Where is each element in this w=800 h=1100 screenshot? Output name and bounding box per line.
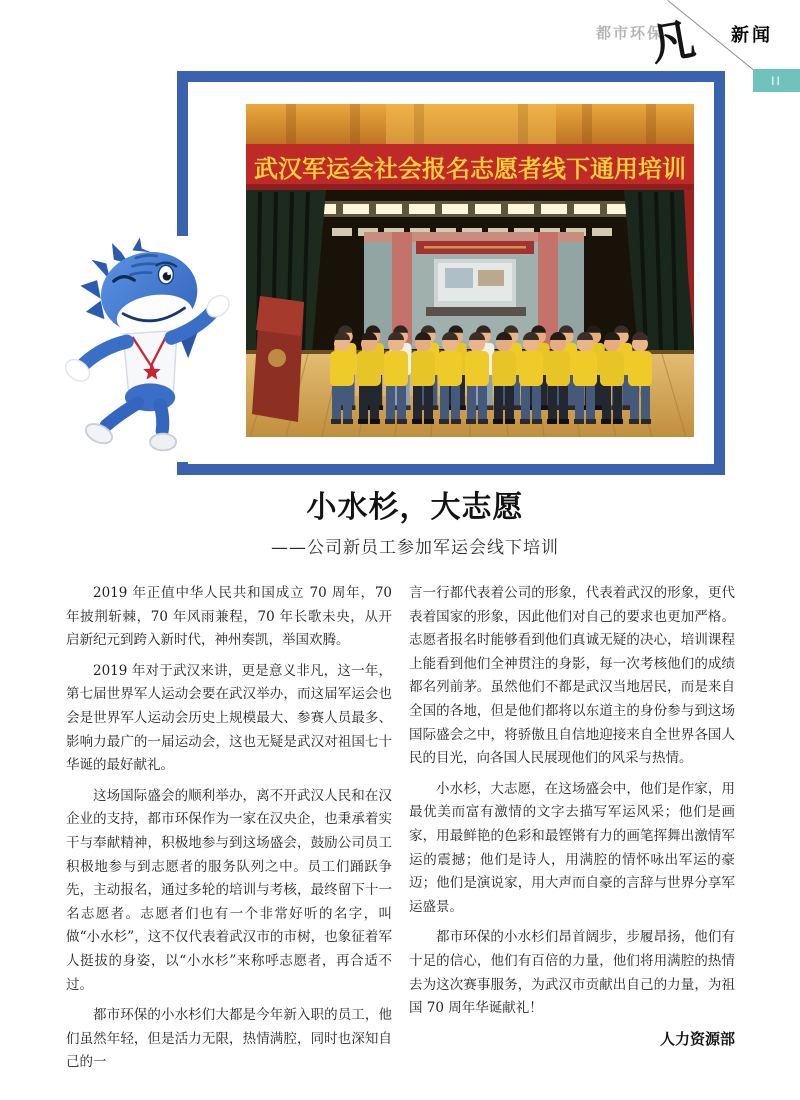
photo-banner-text: 武汉军运会社会报名志愿者线下通用培训 bbox=[254, 155, 686, 183]
event-photo bbox=[246, 104, 694, 437]
paragraph: 小水杉，大志愿，在这场盛会中，他们是作家，用最优美而富有激情的文字去描写军运风采；他们是画家，用最鲜艳的色彩和最铿锵有力的画笔挥舞出激情军运的震撼；他们是诗人，用满腔的情怀咏出军运的豪迈；他们是演说家，用大声而自豪的言辞与世界分享军运盛景。 bbox=[409, 780, 735, 915]
paragraph: 这场国际盛会的顺利举办，离不开武汉人民和在汉企业的支持，都市环保作为一家在汉央企，也秉承着实干与奉献精神，积极地参与到这场盛会，鼓励公司员工积极地参与到志愿者的服务队列之中。员工们踊跃争先，主动报名，通过多轮的培训与考核，最终留下十一名志愿者。志愿者们也有一个非常好听的名字，叫做“小水杉”，这不仅代表着武汉市的市树，也象征着军人挺拔的身姿，以“小水杉”来称呼志愿者，再合适不过。 bbox=[66, 787, 392, 993]
event-photo-illustration bbox=[246, 104, 694, 437]
photo-banner bbox=[246, 144, 694, 191]
article-column-left bbox=[66, 582, 392, 1082]
mascot-bingbing bbox=[58, 236, 244, 462]
article-column-right bbox=[409, 582, 735, 1058]
paragraph: 言一行都代表着公司的形象，代表着武汉的形象，更代表着国家的形象，因此他们对自己的要求也更加严格。志愿者报名时能够看到他们真诚无疑的决心，培训课程上能看到他们全神贯注的身影，每一次考核他们的成绩都名列前茅。虽然他们不都是武汉当地居民，而是来自全国的各地，但是他们都将以东道主的身份参与到这场国际盛会之中，将骄傲且自信地迎接来自全世界各国人民的目光，向各国人民展现他们的风采与热情。 bbox=[409, 585, 735, 767]
photo-podium bbox=[252, 296, 304, 422]
article-subtitle: ——公司新员工参加军运会线下培训 bbox=[271, 538, 559, 558]
paragraph: 都市环保的小水杉们大都是今年新入职的员工，他们虽然年轻，但是活力无限，热情满腔，同时也深知自己的一 bbox=[66, 1007, 392, 1071]
paragraph: 2019 年正值中华人民共和国成立 70 周年，70 年披荆斩棘，70 年风雨兼程，70 年长歌未央，从开启新纪元到跨入新时代，神州奏凯，举国欢腾。 bbox=[66, 585, 392, 649]
page-marker-badge: II bbox=[753, 69, 800, 92]
paragraph: 2019 年对于武汉来讲，更是意义非凡，这一年，第七届世界军人运动会要在武汉举办，而这届军运会也会是世界军人运动会历史上规模最大、参赛人员最多、影响力最广的一届运动会，这也无疑是武汉对祖国七十华诞的最好献礼。 bbox=[66, 662, 392, 774]
mascot-illustration bbox=[58, 236, 244, 462]
paragraph: 都市环保的小水杉们昂首阔步，步履昂扬，他们有十足的信心，他们有百倍的力量，他们将用满腔的热情去为这次赛事服务，为武汉市贡献出自己的力量，为祖国 70 周年华诞献礼！ bbox=[409, 929, 735, 1017]
calligraphy-logo-icon: 凡 bbox=[646, 13, 699, 72]
article-title-block bbox=[100, 489, 730, 558]
company-logo-text: 都市环保 bbox=[596, 25, 665, 42]
section-label: 新闻 bbox=[731, 25, 773, 45]
article-signature: 人力资源部 bbox=[659, 1029, 735, 1048]
page-title: 小水杉，大志愿 bbox=[306, 490, 524, 525]
